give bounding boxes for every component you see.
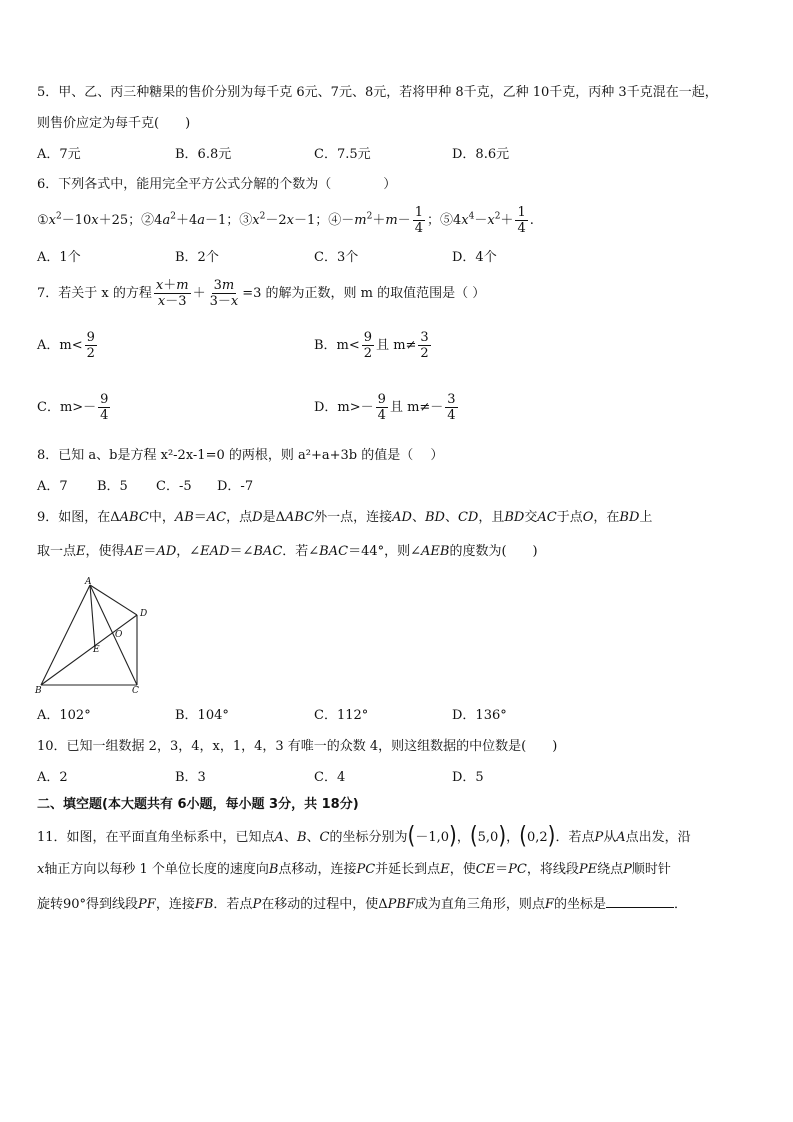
q6-option-c: C．3个 (314, 250, 359, 265)
q9-stem-line1: 9．如图，在ΔABC中，AB＝AC，点D是ΔABC外一点，连接AD、BD、CD，且BD交AC于点O，在BD上 (37, 510, 653, 525)
q11-stem-line2: x轴正方向以每秒 1 个单位长度的速度向B点移动，连接PC并延长到点E，使CE＝PC，将线段PE绕点P顺时针 (37, 862, 671, 877)
q10-option-b: B．3 (175, 770, 206, 785)
q7-option-b: B．m< $\frac{9}{2}$ 且 m≠ $\frac{3}{2}$ (314, 330, 429, 361)
label-o: O (115, 630, 123, 640)
answer-blank[interactable] (606, 893, 674, 908)
label-a: A (85, 577, 92, 587)
q7-stem: 7．若关于 x 的方程 $\frac{x+m}{x-3}$ ＋ $\frac{3m}{3-x}$ =3 的解为正数，则 m 的取值范围是（ ） (37, 278, 486, 309)
q7-option-c: C．m>－ $\frac{9}{4}$ (37, 392, 109, 423)
q8-option-d: D．-7 (217, 479, 254, 494)
section-2-heading: 二、填空题(本大题共有 6小题，每小题 3分，共 18分) (37, 797, 359, 812)
q9-stem-line2: 取一点E，使得AE＝AD，∠EAD＝∠BAC．若∠BAC＝44°，则∠AEB的度数为( ) (37, 544, 538, 559)
q5-stem-line1: 5．甲、乙、丙三种糖果的售价分别为每千克 6元、7元、8元，若将甲种 8千克，乙种 10千克，丙种 3千克混在一起， (37, 85, 718, 100)
segment-ab (41, 585, 90, 685)
q6-option-b: B．2个 (175, 250, 219, 265)
q8-stem: 8．已知 a、b是方程 x²-2x-1=0 的两根，则 a²+a+3b 的值是（ ） (37, 448, 444, 463)
q5-option-b: B．6.8元 (175, 147, 232, 162)
q10-option-c: C．4 (314, 770, 346, 785)
q8-option-a: A．7 (37, 479, 68, 494)
q6-option-d: D．4个 (452, 250, 497, 265)
q5-option-c: C．7.5元 (314, 147, 371, 162)
label-b: B (35, 686, 42, 696)
q10-option-d: D．5 (452, 770, 484, 785)
q8-option-c: C．-5 (156, 479, 192, 494)
label-e: E (93, 645, 100, 655)
q5-option-d: D．8.6元 (452, 147, 510, 162)
q11-stem-line1: 11．如图，在平面直角坐标系中，已知点A、B、C的坐标分别为(－1,0)，(5,0)，(0,2)．若点P从A点出发，沿 (37, 820, 691, 850)
segment-bd (41, 615, 137, 685)
q9-option-a: A．102° (37, 708, 91, 723)
q6-stem: 6．下列各式中，能用完全平方公式分解的个数为（ ） (37, 177, 397, 192)
q9-option-d: D．136° (452, 708, 507, 723)
q7-option-a: A．m< $\frac{9}{2}$ (37, 330, 95, 361)
q6-expressions: $①x^2-10x+25$；$②4a^2+4a-1$；$③x^2-2x-1$；$④-m^2+m-$ $\frac{1}{4}$ ；$⑤4x^4-x^2+$ $\frac{1}{4}$ . (37, 205, 534, 236)
triangle-figure (33, 575, 158, 697)
q5-option-a: A．7元 (37, 147, 81, 162)
q5-stem-line2: 则售价应定为每千克( ) (37, 116, 191, 131)
q10-stem: 10．已知一组数据 2，3，4，x，1，4，3 有唯一的众数 4，则这组数据的中位数是( ) (37, 739, 558, 754)
q9-option-b: B．104° (175, 708, 229, 723)
q8-option-b: B．5 (97, 479, 128, 494)
label-c: C (132, 686, 139, 696)
q10-option-a: A．2 (37, 770, 68, 785)
q9-option-c: C．112° (314, 708, 369, 723)
label-d: D (140, 609, 148, 619)
q7-option-d: D．m>－ $\frac{9}{4}$ 且 m≠－ $\frac{3}{4}$ (314, 392, 456, 423)
q11-stem-line3: 旋转90°得到线段PF，连接FB．若点P在移动的过程中，使ΔPBF成为直角三角形，则点F的坐标是 ． (37, 893, 687, 914)
q6-option-a: A．1个 (37, 250, 81, 265)
